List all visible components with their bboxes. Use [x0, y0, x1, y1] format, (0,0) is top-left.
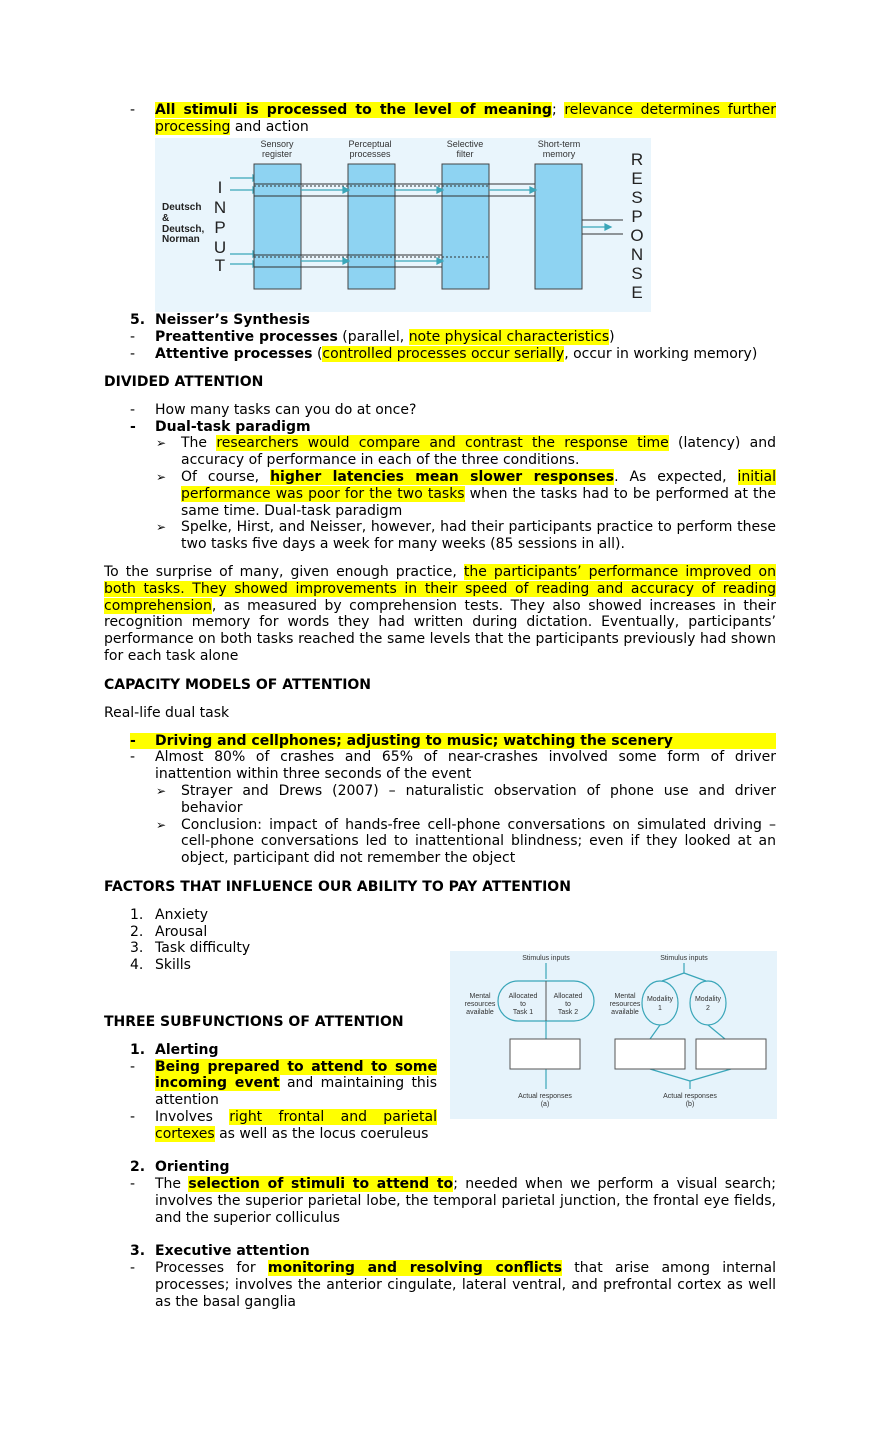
text: and maintaining this attention: [155, 1075, 437, 1109]
list-number: 1.: [130, 1041, 146, 1058]
dash-marker: -: [130, 328, 136, 345]
diagram-label: available: [466, 1009, 494, 1016]
highlight-bold: All stimuli is processed to the level of meaning: [155, 102, 552, 118]
term: Preattentive processes: [155, 328, 338, 345]
diagram-label: (b): [685, 1101, 695, 1108]
highlight: note physical characteristics: [408, 328, 610, 345]
text: when the tasks had to be performed at the same time. Dual-task paradigm: [181, 485, 777, 519]
term: Dual-task paradigm: [155, 418, 311, 435]
stage-label: processes: [349, 149, 391, 159]
attention-model-figure: [155, 138, 651, 312]
highlight-bold: selection of stimuli to attend to: [188, 1176, 454, 1193]
diagram-label: Allocated: [553, 993, 583, 1000]
diagram-label: 1: [658, 1005, 662, 1012]
highlight: processing: [155, 118, 231, 135]
response-letter: E: [631, 283, 643, 302]
section-heading: CAPACITY MODELS OF ATTENTION: [104, 677, 372, 693]
dash-marker: -: [130, 749, 136, 766]
stage-label: Selective: [446, 139, 484, 149]
arrow-bullet-icon: ➢: [156, 436, 167, 451]
dash-marker: -: [130, 1108, 136, 1125]
diagram-label: (a): [540, 1101, 550, 1108]
subfunctions-section: [104, 1014, 776, 1311]
text: Strayer and Drews (2007) – naturalistic observation of phone use and driver behavior: [181, 782, 776, 816]
text: Spelke, Hirst, and Neisser, however, had their participants practice to perform these two tasks five days a week for many weeks (85 sessions in all).: [181, 519, 776, 553]
term: Orienting: [155, 1159, 230, 1176]
dash-marker: -: [130, 732, 136, 749]
stage-label: Sensory: [260, 139, 294, 149]
diagram-label: Task 1: [512, 1009, 534, 1016]
text: ; needed when we perform a visual search; involves the superior parietal lobe, the temporal parietal junction, the frontal eye fields, and the superior colliculus: [155, 1176, 776, 1226]
diagram-label: Stimulus inputs: [522, 955, 570, 962]
top-bullet: [104, 102, 776, 136]
text: as well as the locus coeruleus: [214, 1125, 429, 1142]
text: and action: [230, 118, 309, 135]
model-label: Deutsch,: [162, 224, 205, 235]
dash-marker: -: [130, 1260, 136, 1277]
input-letter: P: [214, 218, 226, 237]
response-letter: N: [630, 245, 644, 264]
diagram-label: Actual responses: [663, 1093, 717, 1100]
diagram-label: Modality: [694, 996, 722, 1003]
input-letter: I: [217, 178, 223, 197]
neisser-section: [104, 312, 776, 362]
model-label: Norman: [162, 234, 200, 245]
dash-marker: -: [130, 345, 136, 362]
diagram-label: to: [565, 1001, 571, 1008]
term: Attentive processes: [155, 345, 313, 362]
response-letter: R: [630, 150, 644, 169]
list-number: 3.: [130, 1243, 146, 1260]
arrow-bullet-icon: ➢: [156, 817, 167, 832]
input-letter: U: [213, 238, 227, 257]
response-letter: S: [631, 264, 643, 283]
diagram-label: resources: [609, 1001, 641, 1008]
diagram-label: available: [611, 1009, 639, 1016]
list-number: 1.: [130, 906, 144, 923]
text: To the surprise of many, given enough practice,: [104, 563, 464, 580]
highlight: the participants’ performance improved on both tasks. They showed improvements in their speed of reading and accuracy of reading comprehension: [104, 563, 776, 614]
text: (latency) and accuracy of performance in each of the three conditions.: [181, 435, 777, 469]
stage-label: filter: [456, 149, 474, 159]
diagram-label: Task 2: [557, 1009, 579, 1016]
list-item: Task difficulty: [155, 940, 251, 957]
dash-marker: -: [130, 401, 136, 418]
text: How many tasks can you do at once?: [155, 401, 417, 418]
response-letter: P: [631, 207, 643, 226]
diagram-label: Allocated: [508, 993, 538, 1000]
list-number: 5.: [130, 312, 146, 328]
diagram-label: Modality: [646, 996, 674, 1003]
term: Executive attention: [155, 1243, 310, 1260]
stage-label: register: [261, 149, 293, 159]
text: The: [181, 435, 217, 452]
input-letter: N: [213, 198, 227, 217]
model-label: Deutsch: [162, 202, 202, 213]
text: , occur in working memory): [564, 345, 758, 362]
list-item: Arousal: [155, 923, 208, 940]
highlight-bold: higher latencies mean slower responses: [270, 468, 615, 485]
list-number: 2.: [130, 1159, 146, 1176]
section-heading: FACTORS THAT INFLUENCE OUR ABILITY TO PAY ATTENTION: [104, 879, 571, 895]
list-item: Anxiety: [155, 906, 209, 923]
highlight: initial performance was poor for the two tasks: [181, 468, 776, 502]
list-number: 3.: [130, 940, 144, 957]
list-item: Skills: [155, 957, 191, 974]
diagram-label: Actual responses: [518, 1093, 572, 1100]
model-label: &: [162, 213, 170, 224]
text: that arise among internal processes; involves the anterior cingulate, lateral ventral, and prefrontal cortex as well as the basal ganglia: [155, 1260, 777, 1310]
highlight-bold: Driving and cellphones; adjusting to music; watching the scenery: [155, 732, 673, 749]
highlight: right frontal and parietal cortexes: [155, 1108, 437, 1142]
stage-label: memory: [542, 149, 576, 159]
arrow-bullet-icon: ➢: [156, 783, 167, 798]
diagram-label: Stimulus inputs: [660, 955, 708, 962]
text: , as measured by comprehension tests. They also showed increases in their recognition memory for words they had written during dictation. Eventually, participants’ performance on both tasks reached the same levels that the participants previously had shown for each task alone: [104, 597, 776, 664]
text: (parallel,: [337, 328, 409, 345]
text: ): [609, 328, 615, 345]
highlight: researchers would compare and contrast the response time: [216, 435, 669, 452]
dash-marker: -: [130, 102, 136, 118]
text: Involves: [155, 1108, 230, 1125]
list-number: 2.: [130, 923, 144, 940]
highlight: relevance determines further: [564, 102, 776, 118]
diagram-label: Mental: [614, 993, 636, 1000]
text: Almost 80% of crashes and 65% of near-crashes involved some form of driver inattention within three seconds of the event: [155, 749, 776, 783]
response-letter: O: [630, 226, 644, 245]
text: . As expected,: [614, 468, 738, 485]
paragraph: [104, 564, 776, 665]
diagram-label: resources: [464, 1001, 496, 1008]
text: ;: [551, 102, 557, 118]
text: Of course,: [181, 468, 271, 485]
arrow-bullet-icon: ➢: [156, 469, 167, 484]
text: Processes for: [155, 1260, 268, 1277]
section-heading: DIVIDED ATTENTION: [104, 374, 264, 390]
diagram-label: Mental: [469, 993, 491, 1000]
divided-attention-section: [104, 374, 776, 665]
dash-marker: -: [130, 1058, 136, 1075]
stage-label: Short-term: [537, 139, 581, 149]
response-letter: E: [631, 169, 643, 188]
text: (: [312, 345, 323, 362]
response-letter: S: [631, 188, 643, 207]
arrow-bullet-icon: ➢: [156, 520, 167, 535]
diagram-label: to: [520, 1001, 526, 1008]
stage-label: Perceptual: [348, 139, 392, 149]
section-heading: THREE SUBFUNCTIONS OF ATTENTION: [104, 1014, 404, 1030]
term: Alerting: [155, 1041, 219, 1058]
diagram-label: 2: [706, 1005, 710, 1012]
capacity-section: [104, 677, 776, 867]
list-number: 4.: [130, 957, 144, 974]
subheading: Real-life dual task: [104, 704, 230, 721]
input-letter: T: [214, 256, 226, 275]
highlight-bold: Being prepared to attend to some incoming event: [155, 1058, 437, 1092]
dash-marker: -: [130, 1176, 136, 1193]
dash-marker: -: [130, 418, 136, 435]
highlight: controlled processes occur serially: [322, 345, 565, 362]
highlight-bold: monitoring and resolving conflicts: [267, 1260, 562, 1277]
text: Conclusion: impact of hands-free cell-phone conversations on simulated driving – cell-phone conversations led to inattentional blindness; even if they looked at an object, participant did not remember the object: [181, 816, 776, 867]
text: The: [155, 1176, 189, 1193]
section-title: Neisser’s Synthesis: [155, 312, 310, 328]
filter-model-diagram: [155, 138, 651, 312]
